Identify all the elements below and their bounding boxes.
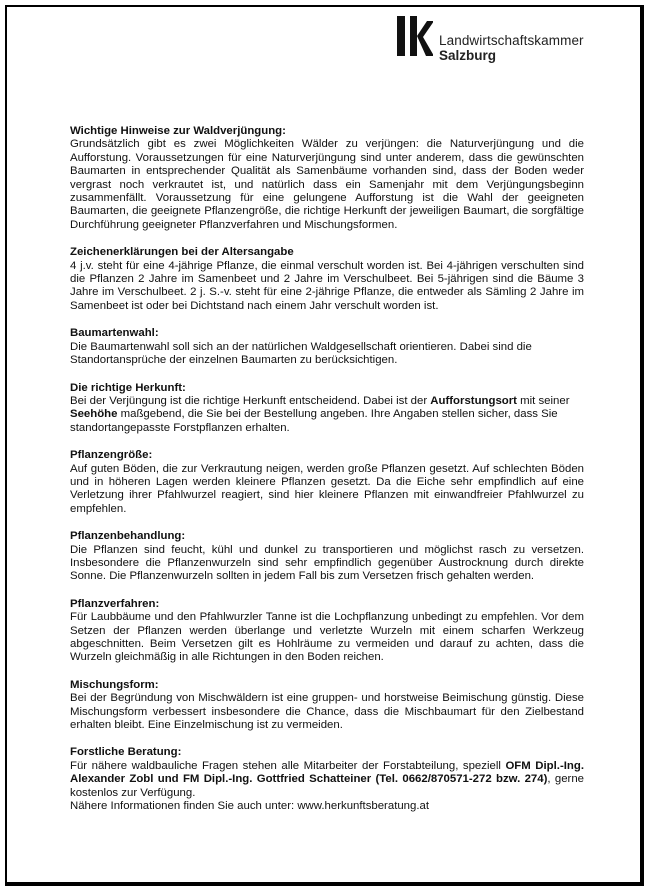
body-text: mit seiner [516,394,570,407]
body-bold-seehoehe: Seehöhe [70,408,118,421]
section-body: Grundsätzlich gibt es zwei Möglichkeiten Wälder zu verjüngen: die Naturverjüngung und die Aufforstung. Voraussetzungen für eine Naturverjüngung sind unter anderem, dass die gewünschten Baumarten in entsprechender Qualität als Samenbäume vorhanden sind, dass der Boden weder vergrast noch verkrautet ist, und natürlich dass ein Samenjahr mit dem Verjüngungsbeginn zusammenfällt. Voraussetzung für eine gelungene Aufforstung ist die Wahl der geeigneten Baumarten, die geeignete Pflanzengröße, die richtige Herkunft der jeweiligen Baumart, die sorgfältige Durchführung geeigneter Pflanzverfahren und Mischungsformen. [70,138,584,231]
section-body-info-link: Nähere Informationen finden Sie auch unter: www.herkunftsberatung.at [70,800,430,813]
section-heading: Pflanzengröße: [70,449,153,462]
logo-name-line1: Landwirtschaftskammer [439,33,584,48]
section-body [70,395,584,435]
section-heading: Wichtige Hinweise zur Waldverjüngung: [70,125,286,137]
body-text: Bei der Verjüngung ist die richtige Herkunft entscheidend. Dabei ist der [70,394,431,407]
section-heading: Pflanzenbehandlung: [70,530,186,543]
section-zeichenerklaerungen [70,246,584,313]
section-herkunft [70,382,584,436]
section-pflanzengroesse [70,449,584,516]
section-beratung [70,746,584,813]
body-bold-contacts: OFM Dipl.-Ing. Alexander Zobl und FM Dipl.-Ing. Gottfried Schatteiner (Tel. 0662/870571-272 bzw. 274) [70,759,584,786]
section-heading: Mischungsform: [70,678,159,691]
section-baumartenwahl [70,327,584,367]
body-text: maßgebend, die Sie bei der Bestellung angeben. Ihre Angaben stellen sicher, dass Sie standortangepasste Forstpflanzen erhalten. [70,408,558,434]
section-body: Die Baumartenwahl soll sich an der natürlichen Waldgesellschaft orientieren. Dabei sind die Standortansprüche der einzelnen Baumarten zu berücksichtigen. [70,340,532,367]
section-waldverjuengung [70,125,584,232]
section-body: 4 j.v. steht für eine 4-jährige Pflanze, die einmal verschult worden ist. Bei 4-jährigen verschulten sind die Pflanzen 2 Jahre im Samenbeet und 2 Jahre im Verschulbeet. Bei 5-jährigen sind die Bäume 3 Jahre im Verschulbeet. 2 j. S.-v. steht für eine 2-jährige Pflanze, die entweder als Sämling 2 Jahre im Samenbeet ist oder bei Dichtstand nach einem Jahr verschult worden ist. [70,259,584,312]
section-body [70,760,584,800]
section-heading: Zeichenerklärungen bei der Altersangabe [70,246,294,259]
document-content [70,125,584,827]
section-body: Die Pflanzen sind feucht, kühl und dunkel zu transportieren und möglichst rasch zu versetzen. Insbesondere die Pflanzenwurzeln sind sehr empfindlich gegenüber Austrocknung durch direkte Sonne. Die Pflanzenwurzeln sollten in jedem Fall bis zum Versetzen frisch gehalten werden. [70,543,584,583]
document-page [5,5,644,886]
section-body: Bei der Begründung von Mischwäldern ist eine gruppen- und horstweise Beimischung günstig. Diese Mischungsform verbessert insbesondere die Chance, dass die Mischbaumart für den Zielbestand erhalten bleibt. Eine Einzelmischung ist zu vermeiden. [70,692,584,732]
lk-logo-icon [393,16,433,56]
body-text: , gerne kostenlos zur Verfügung. [70,773,585,799]
section-heading: Pflanzverfahren: [70,597,160,610]
logo-name-line2: Salzburg [439,48,497,63]
body-bold-aufforstungsort: Aufforstungsort [430,394,517,407]
section-mischungsform [70,679,584,733]
section-body: Auf guten Böden, die zur Verkrautung neigen, werden große Pflanzen gesetzt. Auf schlechten Böden und in höheren Lagen werden kleinere Pflanzen gesetzt. Da die Eiche sehr empfindlich auf eine Verletzung ihrer Pfahlwurzel reagiert, sind hier kleinere Pflanzen mit einwandfreier Pfahlwurzel zu empfehlen. [70,462,584,515]
section-body: Für Laubbäume und den Pfahlwurzler Tanne ist die Lochpflanzung unbedingt zu empfehlen. Vor dem Setzen der Pflanzen werden überlange und verletzte Wurzeln mit einem scharfen Werkzeug abgeschnitten. Beim Versetzen gilt es Hohlräume zu vermeiden und darauf zu achten, dass die Wurzeln gleichmäßig in alle Richtungen in den Boden reichen. [70,611,584,664]
body-text: Für nähere waldbauliche Fragen stehen alle Mitarbeiter der Forstabteilung, speziell [70,759,506,772]
section-heading: Baumartenwahl: [70,327,159,340]
section-heading: Forstliche Beratung: [70,746,182,759]
section-heading: Die richtige Herkunft: [70,381,186,394]
section-pflanzverfahren [70,598,584,665]
section-pflanzenbehandlung [70,530,584,584]
